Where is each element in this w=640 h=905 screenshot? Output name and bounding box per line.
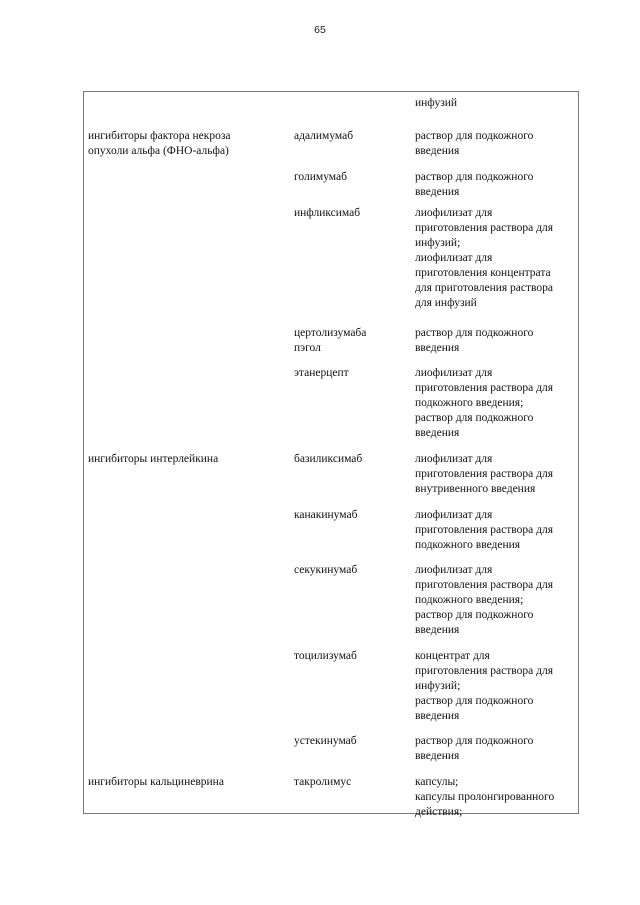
group-cell [84,320,290,360]
group-cell [84,360,290,446]
table-row [84,502,578,557]
form-text-line: для приготовления раствора [415,282,553,294]
form-text-line: введения [415,342,460,354]
table-row [84,164,578,200]
group-cell [84,92,290,123]
table-row [84,446,578,502]
drug-name-cell [290,728,412,769]
form-text-line: инфузий; [415,237,461,249]
dosage-form-cell [412,320,578,360]
drug-text-line: цертолизумаба [294,327,367,339]
form-text-line: инфузий [415,97,458,109]
drug-name-cell [290,502,412,557]
table-row [84,360,578,446]
drug-name-cell [290,643,412,728]
table-row [84,769,578,820]
form-text-line: раствор для подкожного [415,735,534,747]
dosage-form-cell [412,200,578,320]
dosage-form-cell [412,557,578,643]
drug-name-cell [290,769,412,820]
form-text-line: лиофилизат для [415,367,493,379]
table-row [84,200,578,320]
drug-table [83,91,579,818]
form-text-line: приготовления раствора для [415,222,553,234]
form-text-line: приготовления раствора для [415,524,553,536]
form-text-line: капсулы; [415,776,459,788]
form-text-line: подкожного введения [415,539,521,551]
form-text-line: лиофилизат для [415,252,493,264]
form-text-line: раствор для подкожного [415,609,534,621]
table-row [84,557,578,643]
form-text-line: лиофилизат для [415,453,493,465]
form-text-line: раствор для подкожного [415,327,534,339]
group-cell [84,643,290,728]
dosage-form-cell [412,643,578,728]
form-text-line: введения [415,624,460,636]
form-text-line: раствор для подкожного [415,412,534,424]
page-number: 65 [314,24,326,36]
group-text-line: ингибиторы интерлейкина [88,453,219,465]
form-text-line: приготовления концентрата [415,267,551,279]
form-text-line: лиофилизат для [415,509,493,521]
table-row [84,643,578,728]
form-text-line: капсулы пролонгированного [415,791,555,803]
dosage-form-cell [412,92,578,123]
form-text-line: приготовления раствора для [415,382,553,394]
drug-table-body [84,92,578,820]
form-text-line: введения [415,710,460,722]
form-text-line: инфузий; [415,680,461,692]
drug-name-cell [290,92,412,123]
drug-text-line: пэгол [294,342,321,354]
group-cell [84,769,290,820]
form-text-line: лиофилизат для [415,564,493,576]
form-text-line: подкожного введения; [415,397,524,409]
form-text-line: введения [415,750,460,762]
drug-text-line: адалимумаб [294,130,354,142]
form-text-line: введения [415,427,460,439]
form-text-line: для инфузий [415,297,477,309]
table-row [84,123,578,164]
dosage-form-cell [412,502,578,557]
table-row [84,728,578,769]
drug-text-line: голимумаб [294,171,347,183]
form-text-line: приготовления раствора для [415,468,553,480]
form-text-line: введения [415,186,460,198]
form-text-line: приготовления раствора для [415,665,553,677]
drug-name-cell [290,557,412,643]
drug-text-line: инфликсимаб [294,207,361,219]
drug-text-line: базиликсимаб [294,453,363,465]
group-text-line: ингибиторы кальциневрина [88,776,224,788]
dosage-form-cell [412,360,578,446]
form-text-line: подкожного введения; [415,594,524,606]
group-cell [84,502,290,557]
drug-text-line: такролимус [294,776,352,788]
form-text-line: концентрат для [415,650,490,662]
group-cell [84,123,290,164]
form-text-line: приготовления раствора для [415,579,553,591]
form-text-line: раствор для подкожного [415,695,534,707]
drug-text-line: канакинумаб [294,509,358,521]
drug-name-cell [290,320,412,360]
drug-name-cell [290,164,412,200]
dosage-form-cell [412,123,578,164]
group-cell [84,557,290,643]
dosage-form-cell [412,164,578,200]
dosage-form-cell [412,769,578,820]
form-text-line: действия; [415,806,463,818]
form-text-line: внутривенного введения [415,483,536,495]
dosage-form-cell [412,446,578,502]
drug-text-line: тоцилизумаб [294,650,357,662]
table-row [84,92,578,123]
dosage-form-cell [412,728,578,769]
group-text-line: ингибиторы фактора некроза [88,130,231,142]
group-text-line: опухоли альфа (ФНО-альфа) [88,145,229,157]
form-text-line: раствор для подкожного [415,171,534,183]
group-cell [84,200,290,320]
group-cell [84,728,290,769]
drug-name-cell [290,123,412,164]
drug-name-cell [290,446,412,502]
form-text-line: раствор для подкожного [415,130,534,142]
drug-name-cell [290,200,412,320]
form-text-line: введения [415,145,460,157]
group-cell [84,446,290,502]
drug-text-line: устекинумаб [294,735,357,747]
drug-name-cell [290,360,412,446]
form-text-line: лиофилизат для [415,207,493,219]
drug-text-line: этанерцепт [294,367,349,379]
table-row [84,320,578,360]
drug-text-line: секукинумаб [294,564,358,576]
group-cell [84,164,290,200]
